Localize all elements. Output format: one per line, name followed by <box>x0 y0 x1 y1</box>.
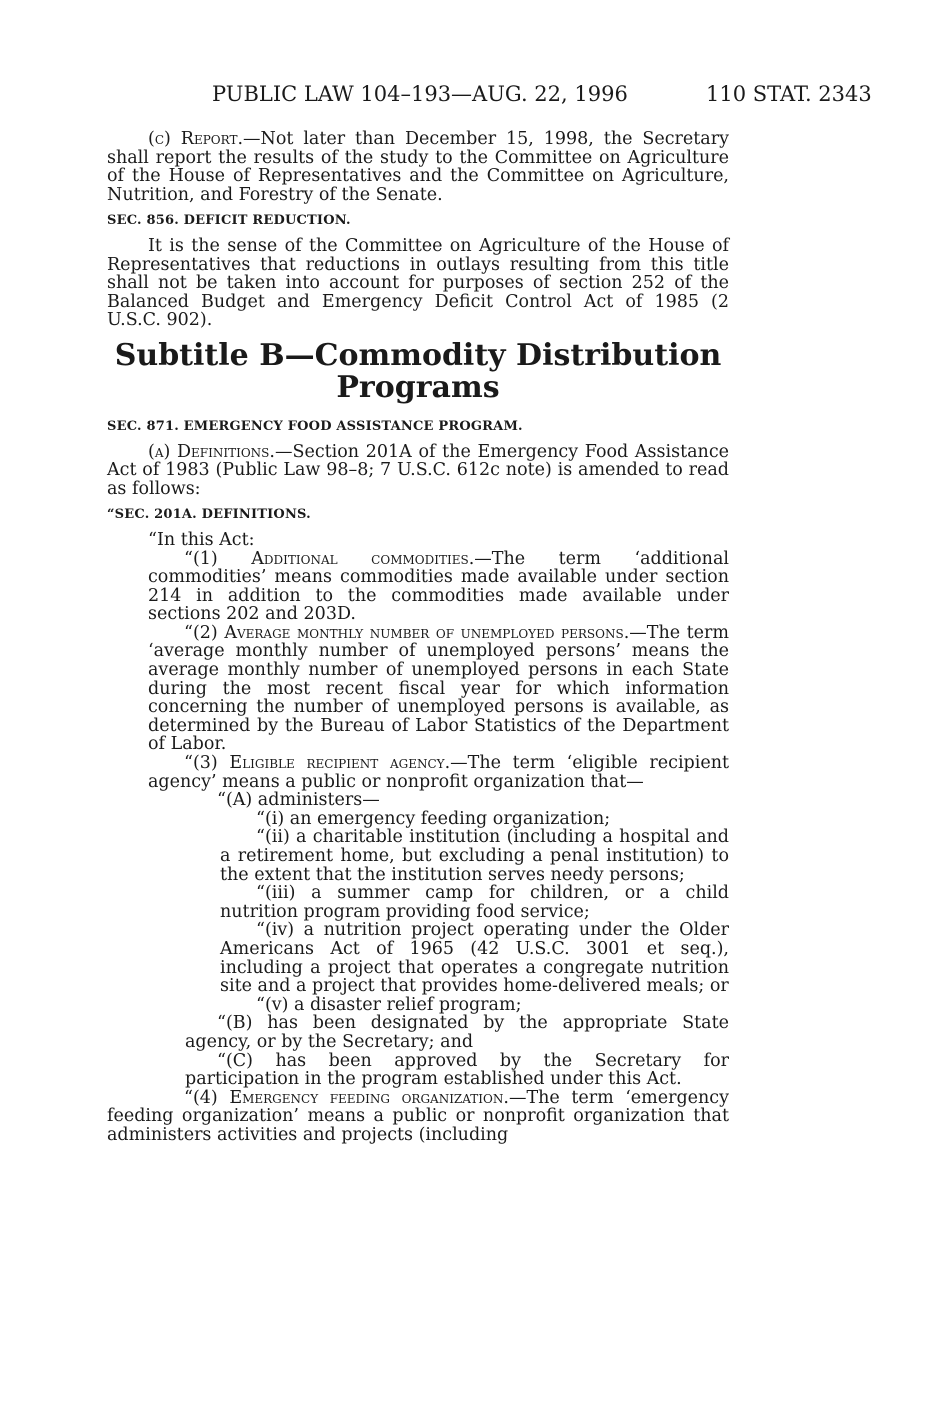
report-label: (c) Report. <box>148 129 244 149</box>
def-1-text: —The term ‘additional commodities’ means commodities made available under section 214 in addition to the commodities made available under sections 202 and 203D. <box>148 548 729 625</box>
subtitle-line-1: Subtitle B—Commodity Distribution <box>114 337 722 373</box>
def-3-label: “(3) Eligible recipient agency. <box>184 753 451 774</box>
clause-ii: “(ii) a charitable institution (including a hospital and a retirement home, but excluding a penal institution) to the extent that the institution serves needy persons; <box>220 827 729 885</box>
def-4-label: “(4) Emergency feeding organization. <box>184 1087 509 1108</box>
clause-A: “(A) administers— <box>217 790 380 811</box>
def-1-label: “(1) Additional commodities. <box>184 548 475 569</box>
in-this-act: “In this Act: <box>148 529 255 550</box>
clause-B: “(B) has been designated by the appropriate State agency, or by the Secretary; and <box>185 1013 729 1052</box>
running-header-stat-page: 110 STAT. 2343 <box>706 82 872 106</box>
sec-871-heading: SEC. 871. EMERGENCY FOOD ASSISTANCE PROGRAM. <box>107 418 523 434</box>
def-3-text: —The term ‘eligible recipient agency’ means a public or nonprofit organization that— <box>148 753 729 792</box>
running-header-title: PUBLIC LAW 104–193—AUG. 22, 1996 <box>212 82 628 106</box>
def-3-paragraph <box>107 754 729 791</box>
def-2-label: “(2) Average monthly number of unemployed persons. <box>184 622 630 643</box>
sec-871-a-paragraph <box>107 443 729 499</box>
page-body <box>107 130 729 1145</box>
subtitle-line-2: Programs <box>336 369 500 405</box>
def-4-text: —The term ‘emergency feeding organization’ means a public or nonprofit organization that administers activities and projects (including <box>107 1087 729 1145</box>
subtitle-heading <box>107 337 729 405</box>
clause-C: “(C) has been approved by the Secretary for participation in the program established under this Act. <box>185 1050 729 1090</box>
sec-201a-heading: “SEC. 201A. DEFINITIONS. <box>107 507 311 523</box>
definitions-text: —Section 201A of the Emergency Food Assistance Act of 1983 (Public Law 98–8; 7 U.S.C. 612c note) is amended to read as follows: <box>107 441 729 499</box>
sec-856-heading: SEC. 856. DEFICIT REDUCTION. <box>107 213 351 229</box>
clause-iii: “(iii) a summer camp for children, or a child nutrition program providing food service; <box>220 883 729 922</box>
definitions-label: (a) Definitions. <box>148 441 275 462</box>
def-2-paragraph <box>107 624 729 754</box>
clause-v: “(v) a disaster relief program; <box>256 994 522 1015</box>
clause-i: “(i) an emergency feeding organization; <box>256 808 611 829</box>
report-text: —Not later than December 15, 1998, the Secretary shall report the results of the study to the Committee on Agriculture of the House of Representatives and the Committee on Agriculture, Nutrition, and Forestry of the Senate. <box>107 129 729 205</box>
clause-iv: “(iv) a nutrition project operating under the Older Americans Act of 1965 (42 U.S.C. 3001 et seq.), including a project that operates a congregate nutrition site and a project that provides home-delivered meals; or <box>220 920 729 997</box>
sec-856-paragraph: It is the sense of the Committee on Agriculture of the House of Representatives that reductions in outlays resulting from this title shall not be taken into account for purposes of section 252 of the Balanced Budget and Emergency Deficit Control Act of 1985 (2 U.S.C. 902). <box>107 235 729 331</box>
def-2-text: —The term ‘average monthly number of unemployed persons’ means the average monthly number of unemployed persons in each State during the most recent fiscal year for which information concerning the number of unemployed persons is available, as determined by the Bureau of Labor Statistics of the Department of Labor. <box>148 622 729 755</box>
report-paragraph <box>107 130 729 204</box>
def-1-paragraph <box>107 550 729 624</box>
def-4-paragraph <box>107 1089 729 1145</box>
